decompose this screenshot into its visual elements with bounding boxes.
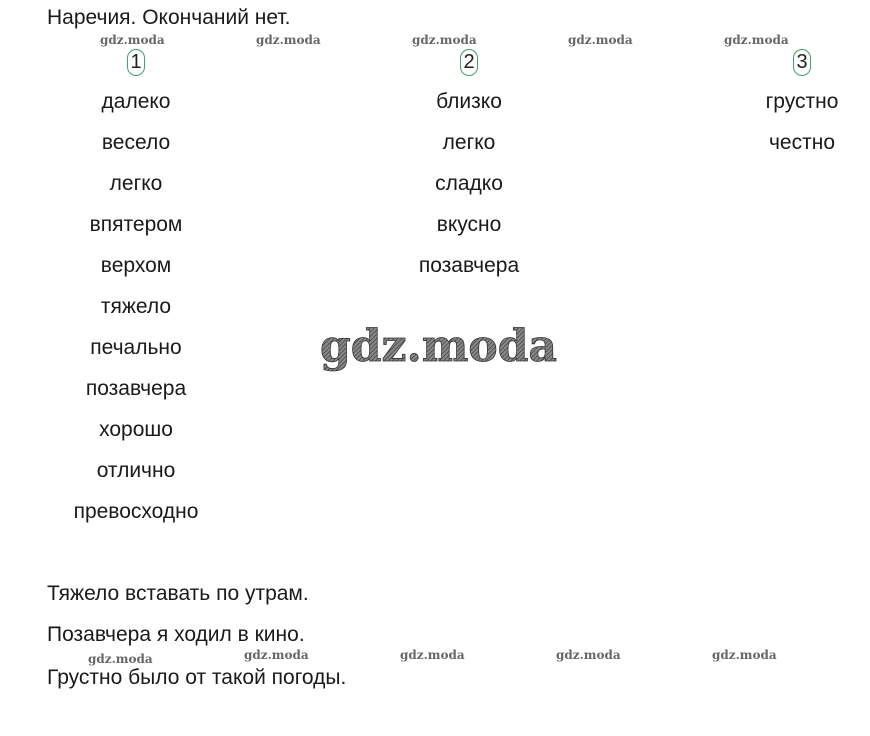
watermark-logo <box>318 316 568 381</box>
watermark-text: gdz.moda <box>88 652 153 666</box>
word-item: тяжело <box>100 295 172 318</box>
word-item: сладко <box>435 172 503 195</box>
column-number-badge: 3 <box>793 49 811 76</box>
watermark-text: gdz.moda <box>556 648 621 662</box>
word-item: отлично <box>96 459 176 482</box>
word-item: грустно <box>765 90 839 113</box>
word-column-2 <box>349 88 589 293</box>
page-heading: Наречия. Окончаний нет. <box>47 6 291 29</box>
watermark-logo-graphic <box>318 316 568 376</box>
sentence: Позавчера я ходил в кино. <box>47 623 305 646</box>
watermark-text: gdz.moda <box>400 648 465 662</box>
word-item: позавчера <box>85 377 187 400</box>
watermark-text: gdz.moda <box>724 33 789 47</box>
word-item: впятером <box>89 213 183 236</box>
watermark-logo-text: gdz.moda <box>320 321 558 372</box>
word-item: близко <box>436 90 502 113</box>
word-column-3 <box>682 88 870 170</box>
word-item: легко <box>442 131 496 154</box>
word-item: легко <box>109 172 163 195</box>
word-item: весело <box>101 131 171 154</box>
sentence: Грустно было от такой погоды. <box>47 666 347 689</box>
word-item: честно <box>768 131 835 154</box>
sentence: Тяжело вставать по утрам. <box>47 582 309 605</box>
word-item: превосходно <box>73 500 199 523</box>
word-item: верхом <box>100 254 172 277</box>
watermark-text: gdz.moda <box>256 33 321 47</box>
word-column-1 <box>16 88 256 539</box>
column-number-badge: 1 <box>127 49 145 76</box>
watermark-text: gdz.moda <box>412 33 477 47</box>
watermark-text: gdz.moda <box>568 33 633 47</box>
watermark-text: gdz.moda <box>244 648 309 662</box>
watermark-text: gdz.moda <box>712 648 777 662</box>
word-item: хорошо <box>99 418 173 441</box>
word-item: печально <box>90 336 182 359</box>
word-item: позавчера <box>418 254 520 277</box>
word-item: далеко <box>101 90 171 113</box>
watermark-text: gdz.moda <box>100 33 165 47</box>
word-item: вкусно <box>436 213 502 236</box>
column-number-badge: 2 <box>460 49 478 76</box>
